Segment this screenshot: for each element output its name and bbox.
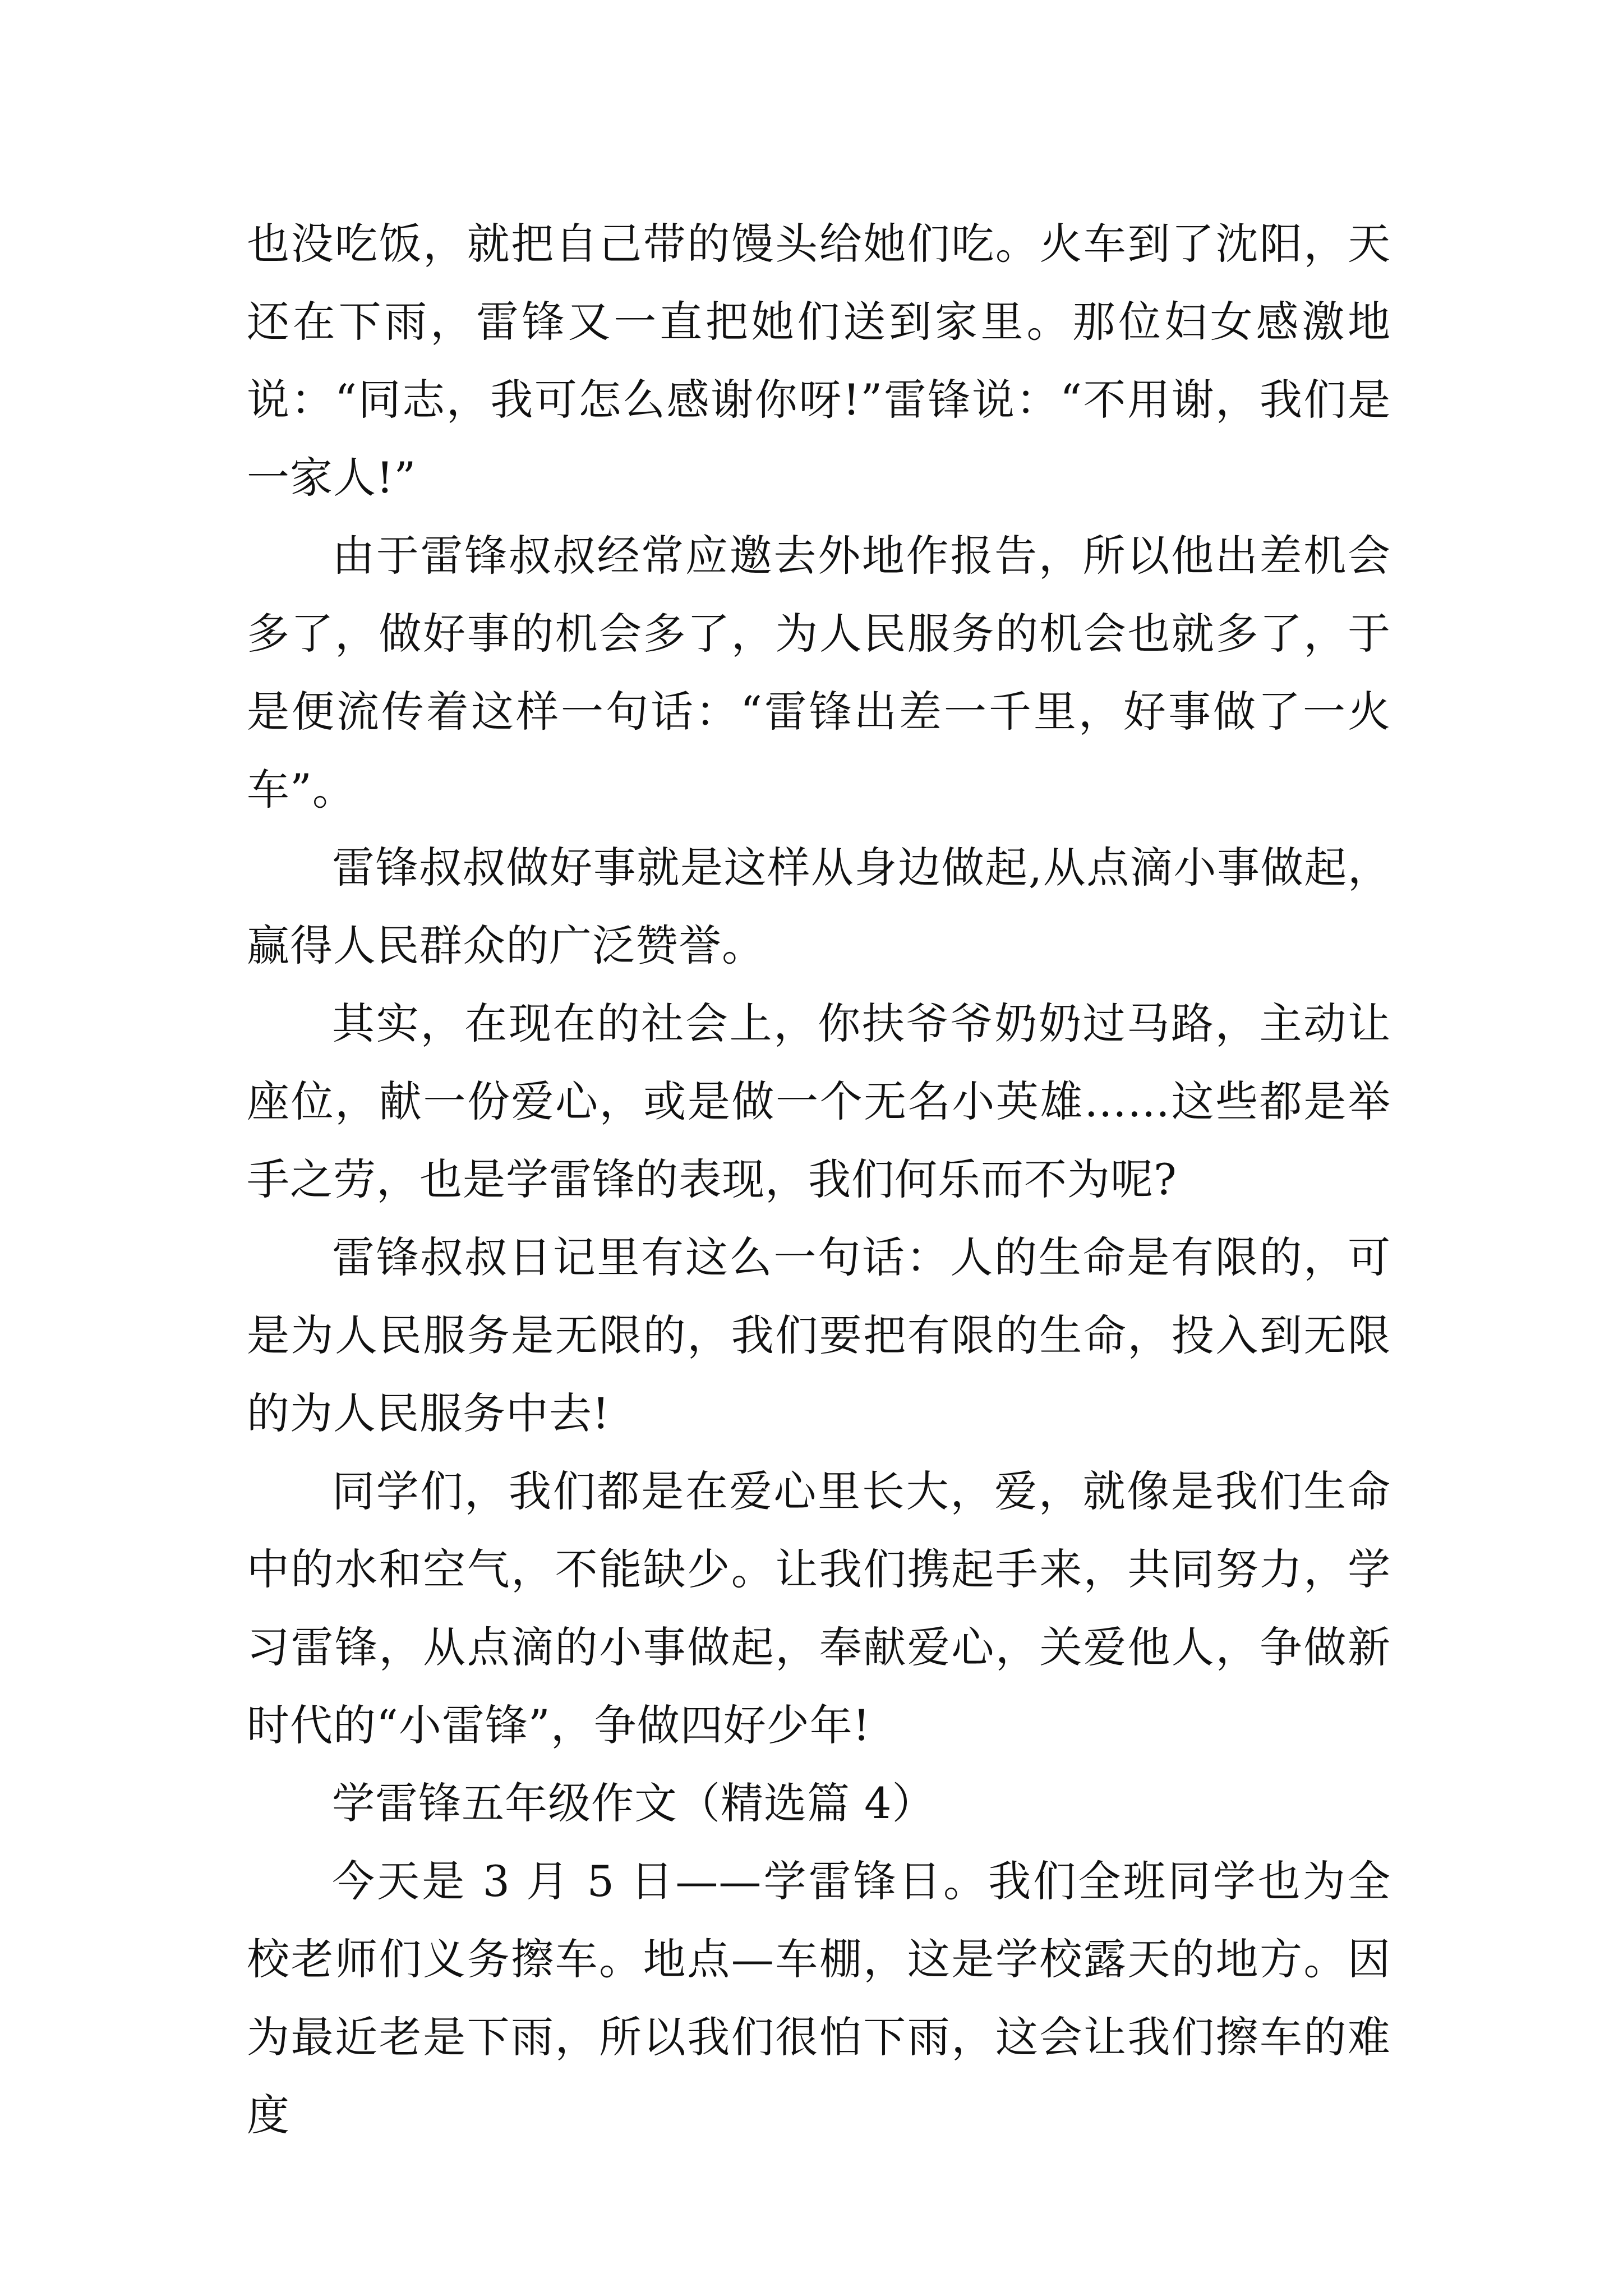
- paragraph: 今天是 3 月 5 日——学雷锋日。我们全班同学也为全校老师们义务擦车。地点—车棚，这是学校露天的地方。因为最近老是下雨，所以我们很怕下雨，这会让我们擦车的难度: [247, 1856, 1391, 2140]
- paragraph: 由于雷锋叔叔经常应邀去外地作报告，所以他出差机会多了，做好事的机会多了，为人民服务的机会也就多了，于是便流传着这样一句话：“雷锋出差一千里，好事做了一火车”。: [247, 531, 1391, 815]
- document-body: [247, 205, 1391, 2154]
- paragraph: 雷锋叔叔日记里有这么一句话：人的生命是有限的，可是为人民服务是无限的，我们要把有限的生命，投入到无限的为人民服务中去!: [247, 1232, 1391, 1438]
- section-title: 学雷锋五年级作文（精选篇 4）: [332, 1778, 935, 1828]
- paragraph: 同学们，我们都是在爱心里长大，爱，就像是我们生命中的水和空气，不能缺少。让我们携起手来，共同努力，学习雷锋，从点滴的小事做起，奉献爱心，关爱他人，争做新时代的“小雷锋”，争做四好少年!: [247, 1466, 1391, 1750]
- paragraph: 雷锋叔叔做好事就是这样从身边做起,从点滴小事做起，赢得人民群众的广泛赞誉。: [247, 843, 1391, 970]
- paragraph: 也没吃饭，就把自己带的馒头给她们吃。火车到了沈阳，天还在下雨，雷锋又一直把她们送到家里。那位妇女感激地说：“同志，我可怎么感谢你呀!”雷锋说：“不用谢，我们是一家人!”: [247, 219, 1391, 503]
- paragraph: 其实，在现在的社会上，你扶爷爷奶奶过马路，主动让座位，献一份爱心，或是做一个无名小英雄……这些都是举手之劳，也是学雷锋的表现，我们何乐而不为呢?: [247, 999, 1391, 1204]
